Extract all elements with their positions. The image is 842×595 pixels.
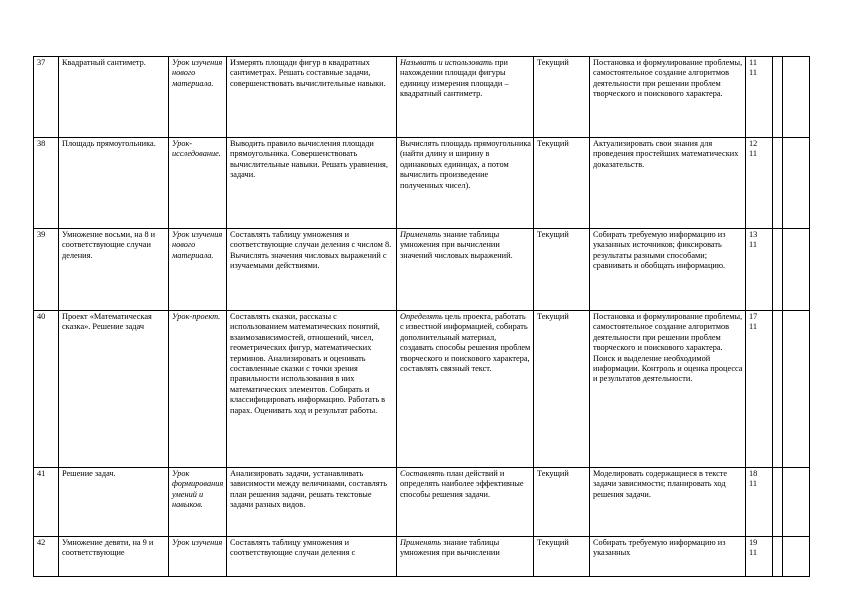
actual-date-cell [783,229,810,311]
outcome-text: знание таблицы умножения при вычислении [400,538,500,558]
meta-skills: Постановка и формулирование проблемы, самостоятельное создание алгоритмов деятельности при решении проблем творческого и поискового характера. [590,57,746,138]
spacer-cell [773,229,783,311]
date-month: 11 [749,68,757,78]
lesson-date [746,311,773,468]
lesson-topic: Проект «Математическая сказка». Решение задач [59,311,169,468]
lesson-plan-table [33,56,810,577]
date-day: 13 [749,230,758,239]
table-row [34,468,810,537]
learning-outcomes [397,311,534,468]
actual-date-cell [783,311,810,468]
lesson-date [746,537,773,577]
control-type: Текущий [534,229,590,311]
lesson-date [746,138,773,229]
date-day: 17 [749,312,758,321]
spacer-cell [773,311,783,468]
lesson-type: Урок-исследование. [169,138,227,229]
table-row [34,57,810,138]
lesson-number: 42 [34,537,59,577]
date-month: 11 [749,322,757,332]
lesson-type: Урок-проект. [169,311,227,468]
lesson-number: 40 [34,311,59,468]
lesson-type: Урок изучения нового материала. [169,229,227,311]
outcome-text: Вычислять площадь прямоугольника (найти длину и ширину в одинаковых единицах, а потом вычислить произведение полученных чисел). [400,139,531,190]
date-month: 11 [749,240,757,250]
actual-date-cell [783,537,810,577]
lesson-number: 41 [34,468,59,537]
outcome-verb: Составлять [400,469,445,478]
spacer-cell [773,537,783,577]
meta-skills: Актуализировать свои знания для проведения простейших математических доказательств. [590,138,746,229]
lesson-topic: Умножение девяти, на 9 и соответствующие [59,537,169,577]
outcome-text: цель проекта, работать с известной информацией, собирать дополнительный материал, создавать способы решения проблем творческого и поискового характера, составлять связный текст. [400,312,531,374]
actual-date-cell [783,138,810,229]
meta-skills: Моделировать содержащиеся в тексте задачи зависимости; планировать ход решения задачи. [590,468,746,537]
outcome-verb: Определять [400,312,443,321]
control-type: Текущий [534,57,590,138]
table-row [34,138,810,229]
spacer-cell [773,57,783,138]
lesson-number: 37 [34,57,59,138]
learning-outcomes [397,138,534,229]
table-row [34,311,810,468]
actual-date-cell [783,57,810,138]
table-row [34,537,810,577]
student-activity: Составлять сказки, рассказы с использованием математических понятий, взаимозависимостей, отношений, чисел, геометрических фигур, математических терминов. Анализировать и оценивать составленные сказки с точки зрения правильности использования в них математических элементов. Собирать и классифицировать информацию. Работать в парах. Оценивать ход и результат работы. [227,311,397,468]
lesson-topic: Квадратный сантиметр. [59,57,169,138]
outcome-text: знание таблицы умножения при вычислении значений числовых выражений. [400,230,513,260]
outcome-verb: Применять [400,538,442,547]
outcome-text: при нахождении площади фигуры единицу измерения площади – квадратный сантиметр. [400,58,509,99]
date-month: 11 [749,548,757,558]
meta-skills: Постановка и формулирование проблемы, самостоятельное создание алгоритмов деятельности при решении проблем творческого и поискового характера. Поиск и выделение необходимой информации. Контроль и оценка процесса и результатов деятельности. [590,311,746,468]
control-type: Текущий [534,468,590,537]
lesson-number: 38 [34,138,59,229]
lesson-date [746,57,773,138]
lesson-topic: Решение задач. [59,468,169,537]
lesson-plan-sheet [33,56,810,577]
lesson-type: Урок изучения [169,537,227,577]
lesson-date [746,468,773,537]
lesson-date [746,229,773,311]
learning-outcomes [397,229,534,311]
lesson-topic: Умножение восьми, на 8 и соответствующие случаи деления. [59,229,169,311]
lesson-type: Урок формирования умений и навыков. [169,468,227,537]
lesson-number: 39 [34,229,59,311]
spacer-cell [773,138,783,229]
date-day: 19 [749,538,758,547]
student-activity: Составлять таблицу умножения и соответствующие случаи деления с [227,537,397,577]
student-activity: Измерять площади фигур в квадратных сантиметрах. Решать составные задачи, совершенствовать вычислительные навыки. [227,57,397,138]
date-month: 11 [749,149,757,159]
meta-skills: Собирать требуемую информацию из указанных источников; фиксировать результаты разными способами; сравнивать и обобщать информацию. [590,229,746,311]
date-month: 11 [749,479,757,489]
date-day: 12 [749,139,758,148]
student-activity: Анализировать задачи, устанавливать зависимости между величинами, составлять план решения задачи, решать текстовые задачи разных видов. [227,468,397,537]
learning-outcomes [397,468,534,537]
outcome-text: план действий и определять наиболее эффективные способы решения задачи. [400,469,524,499]
lesson-topic: Площадь прямоугольника. [59,138,169,229]
outcome-verb: Применять [400,230,442,239]
control-type: Текущий [534,537,590,577]
student-activity: Составлять таблицу умножения и соответствующие случаи деления с числом 8. Вычислять значения числовых выражений с изучаемыми действиями. [227,229,397,311]
date-day: 18 [749,469,758,478]
meta-skills: Собирать требуемую информацию из указанных [590,537,746,577]
outcome-verb: Называть и использовать [400,58,493,67]
control-type: Текущий [534,311,590,468]
table-row [34,229,810,311]
actual-date-cell [783,468,810,537]
date-day: 11 [749,58,757,67]
learning-outcomes [397,537,534,577]
lesson-type: Урок изучения нового материала. [169,57,227,138]
student-activity: Выводить правило вычисления площади прямоугольника. Совершенствовать вычислительные навыки. Решать уравнения, задачи. [227,138,397,229]
learning-outcomes [397,57,534,138]
control-type: Текущий [534,138,590,229]
spacer-cell [773,468,783,537]
